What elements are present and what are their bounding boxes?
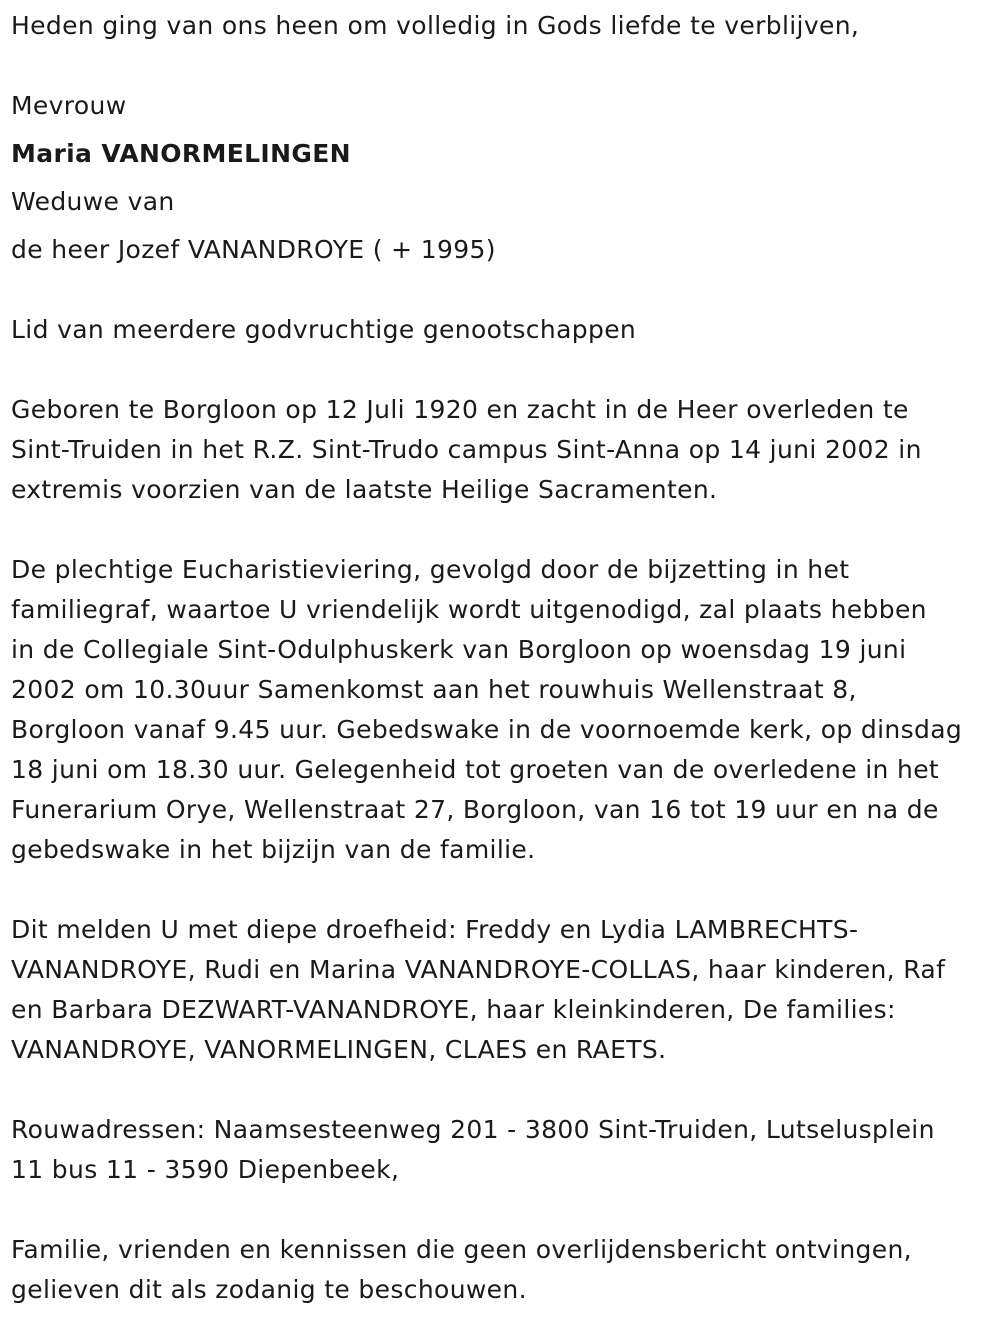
paragraph-line: gelieven dit als zodanig te beschouwen. [11,1275,527,1304]
closing-paragraph [11,1230,996,1310]
paragraph-line: De plechtige Eucharistieviering, gevolgd door de bijzetting in het [11,555,850,584]
paragraph-line: extremis voorzien van de laatste Heilige Sacramenten. [11,475,718,504]
paragraph-line: Familie, vrienden en kennissen die geen overlijdensbericht ontvingen, [11,1235,912,1264]
paragraph-line: Borgloon vanaf 9.45 uur. Gebedswake in de voornoemde kerk, op dinsdag [11,715,963,744]
paragraph-line: gebedswake in het bijzijn van de familie. [11,835,536,864]
spacer [11,270,996,310]
paragraph-line: 18 juni om 18.30 uur. Gelegenheid tot groeten van de overledene in het [11,755,940,784]
intro-text: Heden ging van ons heen om volledig in Gods liefde te verblijven, [11,11,860,40]
family-paragraph [11,910,996,1070]
obituary-notice [11,6,996,1310]
paragraph-line: in de Collegiale Sint-Odulphuskerk van Borgloon op woensdag 19 juni [11,635,907,664]
spouse-name: de heer Jozef VANANDROYE ( + 1995) [11,235,496,264]
spacer [11,46,996,86]
paragraph-line: 11 bus 11 - 3590 Diepenbeek, [11,1155,400,1184]
spacer [11,510,996,550]
spacer [11,1070,996,1110]
paragraph-line: Dit melden U met diepe droefheid: Freddy en Lydia LAMBRECHTS- [11,915,859,944]
paragraph-line: Geboren te Borgloon op 12 Juli 1920 en zacht in de Heer overleden te [11,395,909,424]
spacer [11,350,996,390]
birth-death-paragraph [11,390,996,510]
paragraph-line: Rouwadressen: Naamsesteenweg 201 - 3800 Sint-Truiden, Lutselusplein [11,1115,935,1144]
widow-label: Weduwe van [11,187,175,216]
addresses-paragraph [11,1110,996,1190]
paragraph-line: VANANDROYE, Rudi en Marina VANANDROYE-COLLAS, haar kinderen, Raf [11,955,946,984]
ceremony-paragraph [11,550,996,870]
paragraph-line: en Barbara DEZWART-VANANDROYE, haar kleinkinderen, De families: [11,995,896,1024]
deceased-name: Maria VANORMELINGEN [11,139,351,168]
paragraph-line: Sint-Truiden in het R.Z. Sint-Trudo campus Sint-Anna op 14 juni 2002 in [11,435,922,464]
title-prefix: Mevrouw [11,91,127,120]
spacer [11,1190,996,1230]
spacer [11,870,996,910]
paragraph-line: Funerarium Orye, Wellenstraat 27, Borgloon, van 16 tot 19 uur en na de [11,795,939,824]
paragraph-line: VANANDROYE, VANORMELINGEN, CLAES en RAETS. [11,1035,667,1064]
paragraph-line: familiegraf, waartoe U vriendelijk wordt uitgenodigd, zal plaats hebben [11,595,927,624]
membership-text: Lid van meerdere godvruchtige genootschappen [11,315,637,344]
paragraph-line: 2002 om 10.30uur Samenkomst aan het rouwhuis Wellenstraat 8, [11,675,857,704]
